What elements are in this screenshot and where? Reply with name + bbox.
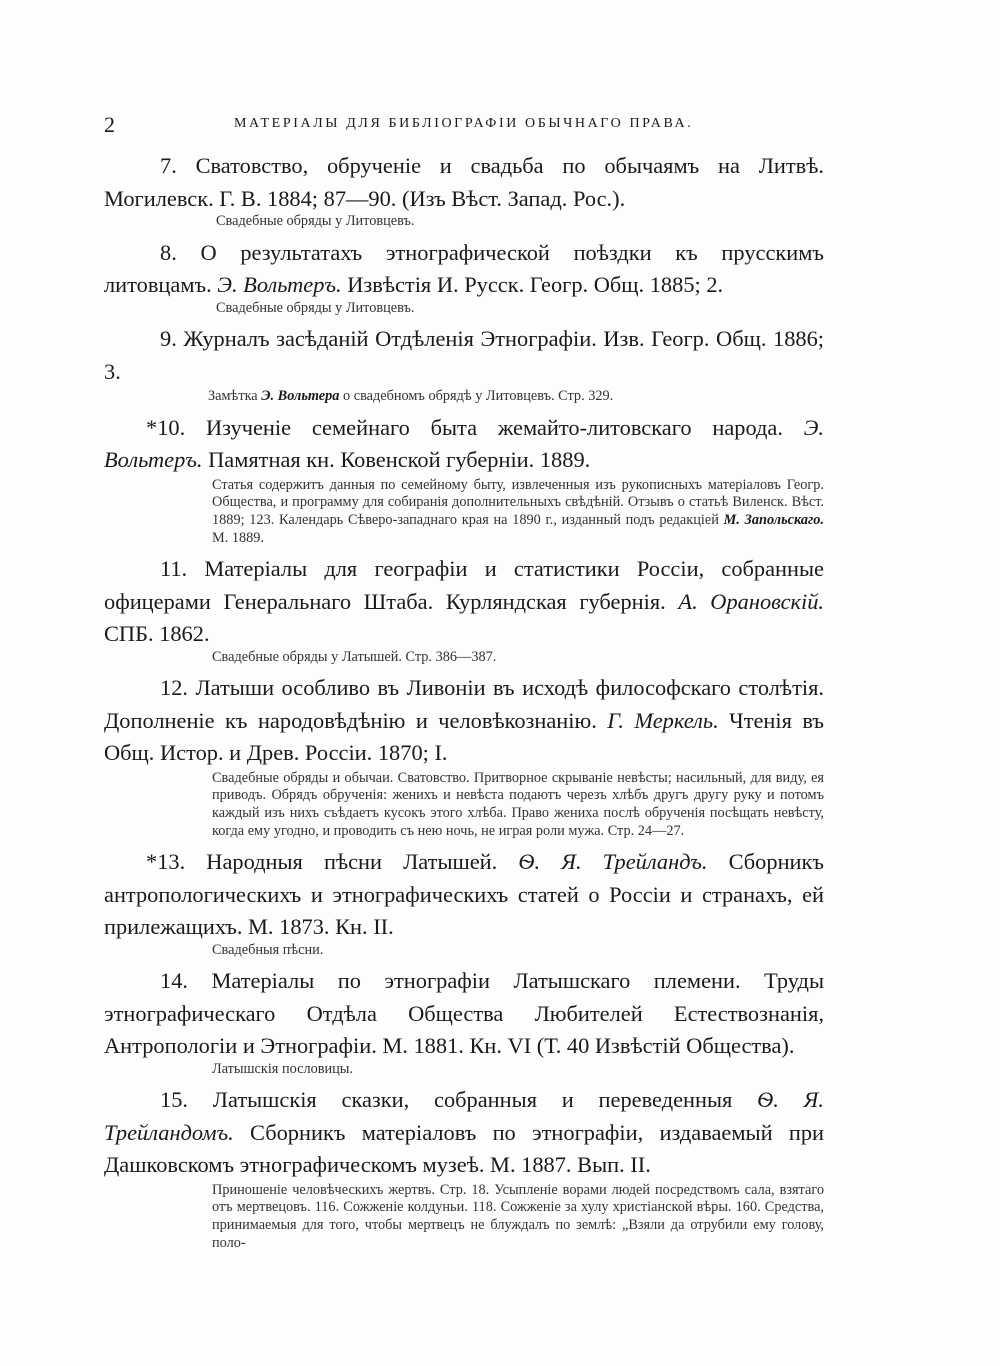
entry-citation — [104, 672, 824, 770]
entry-annotation — [104, 388, 824, 406]
entry-text: *10. Изученіе семейнаго быта жемайто-литовскаго народа. — [146, 414, 804, 440]
entry-annotation: Свадебные обряды и обычаи. Сватовство. Притворное скрываніе невѣсты; насильный, для виду, ея приводъ. Обрядъ обрученія: женихъ и невѣста подаютъ черезъ хлѣбъ другъ другу руку и потомъ каждый изъ нихъ съѣдаетъ кусокъ этого хлѣба. Право жениха послѣ обрученія посѣщать невѣсту, когда ему угодно, и проводить съ нею ночь, не играя роли мужа. Стр. 24—27. — [212, 769, 824, 839]
entry-citation — [104, 237, 824, 302]
entry-text: 9. Журналъ засѣданій Отдѣленія Этнографіи. Изв. Геогр. Общ. 1886; 3. — [104, 326, 824, 384]
entry-citation — [104, 965, 824, 1063]
annotation-author: М. Запольскаго. — [723, 511, 824, 528]
entry-annotation: Приношеніе человѣческихъ жертвъ. Стр. 18. Усыпленіе ворами людей посредствомъ сала, взятаго отъ мертвецовъ. 116. Сожженіе колдуньи. 118. Сожженіе за хулу христіанской вѣры. 160. Средства, принимаемыя для того, чтобы мертвецъ не блуждалъ по землѣ: „Взяли да отрубили ему голову, поло- — [212, 1181, 824, 1251]
entry-text: Чтенія въ Общ. Истор. и Древ. Россіи. 1870; I. — [104, 707, 824, 766]
entry-annotation: Латышскія пословицы. — [212, 1060, 353, 1077]
annotation-text: о свадебномъ обрядѣ у Литовцевъ. Стр. 329. — [339, 388, 614, 405]
entry-text: *13. Народныя пѣсни Латышей. — [146, 849, 519, 875]
running-title: МАТЕРІАЛЫ ДЛЯ БИБЛІОГРАФІИ ОБЫЧНАГО ПРАВА. — [234, 116, 694, 131]
page-header — [104, 112, 824, 138]
entry-citation — [104, 553, 824, 651]
bibliography-entry — [104, 150, 824, 231]
bibliography-entry — [104, 323, 824, 406]
bibliography-entry — [104, 237, 824, 318]
entry-citation — [104, 412, 824, 477]
entry-annotation — [104, 477, 824, 547]
entry-text: 14. Матеріалы по этнографіи Латышскаго племени. Труды этнографическаго Отдѣла Общества Любителей Естествознанія, Антропологіи и Этнографіи. М. 1881. Кн. VI (Т. 40 Извѣстій Общества). — [104, 968, 824, 1059]
entry-annotation: Свадебные обряды у Латышей. Стр. 386—387. — [212, 648, 497, 665]
annotation-author: Э. Вольтера — [261, 388, 340, 405]
entry-citation — [104, 846, 824, 944]
entry-text: Памятная кн. Ковенской губерніи. 1889. — [202, 447, 591, 473]
entry-text: 15. Латышскія сказки, собранныя и переведенныя — [160, 1087, 758, 1113]
entry-author: Ѳ. Я. Трейландъ. — [518, 849, 708, 875]
bibliography-entry — [104, 846, 824, 959]
entry-annotation: Свадебные обряды у Литовцевъ. — [216, 299, 415, 316]
entry-author: А. Орановскій. — [678, 588, 824, 614]
entry-citation — [104, 150, 824, 215]
entry-text: СПБ. 1862. — [104, 621, 210, 647]
entry-text: Сборникъ антропологическихъ и этнографическихъ статей о Россіи и странахъ, ей прилежащихъ. М. 1873. Кн. II. — [104, 849, 824, 940]
annotation-text: Статья содержитъ данныя по семейному быту, извлеченныя изъ рукописныхъ матеріаловъ Геогр. Общества, и программу для собиранія дополнительныхъ свѣдѣній. Отзывъ о статьѣ Виленск. Вѣст. 1889; 123. Календарь Сѣверо-западнаго края на 1890 г., изданный подъ редакціей — [212, 476, 824, 528]
entry-annotation: Свадебныя пѣсни. — [212, 941, 324, 958]
page-number: 2 — [104, 112, 115, 137]
entry-author: Э. Вольтеръ. — [217, 272, 342, 298]
entry-text: 7. Сватовство, обрученіе и свадьба по обычаямъ на Литвѣ. Могилевск. Г. В. 1884; 87—90. (Изъ Вѣст. Запад. Рос.). — [104, 153, 824, 211]
annotation-text: Замѣтка — [208, 388, 262, 405]
entry-citation — [104, 323, 824, 388]
bibliography-body — [104, 150, 824, 1258]
entry-text: 11. Матеріалы для географіи и статистики Россіи, собранные офицерами Генеральнаго Штаба. Курляндская губернія. — [104, 556, 824, 614]
entry-author: Э. Вольтеръ. — [104, 414, 824, 473]
bibliography-entry — [104, 1084, 824, 1252]
bibliography-entry — [104, 412, 824, 547]
bibliography-entry — [104, 553, 824, 666]
entry-text: 8. О результатахъ этнографической поѣздки къ прусскимъ литовцамъ. — [104, 239, 824, 298]
entry-text: Сборникъ матеріаловъ по этнографіи, издаваемый при Дашковскомъ этнографическомъ музеѣ. М. 1887. Вып. II. — [104, 1119, 824, 1178]
annotation-text: М. 1889. — [212, 529, 265, 546]
entry-author: Ѳ. Я. Трейландомъ. — [104, 1087, 824, 1145]
entry-text: Извѣстія И. Русск. Геогр. Общ. 1885; 2. — [341, 272, 724, 298]
entry-citation — [104, 1084, 824, 1182]
bibliography-entry — [104, 965, 824, 1078]
bibliography-entry — [104, 672, 824, 840]
entry-text: 12. Латыши особливо въ Ливоніи въ исходѣ философскаго столѣтія. Дополненіе къ народовѣдѣнію и человѣкознанію. — [104, 675, 824, 733]
entry-author: Г. Меркель. — [607, 707, 719, 733]
entry-annotation: Свадебные обряды у Литовцевъ. — [216, 213, 415, 229]
